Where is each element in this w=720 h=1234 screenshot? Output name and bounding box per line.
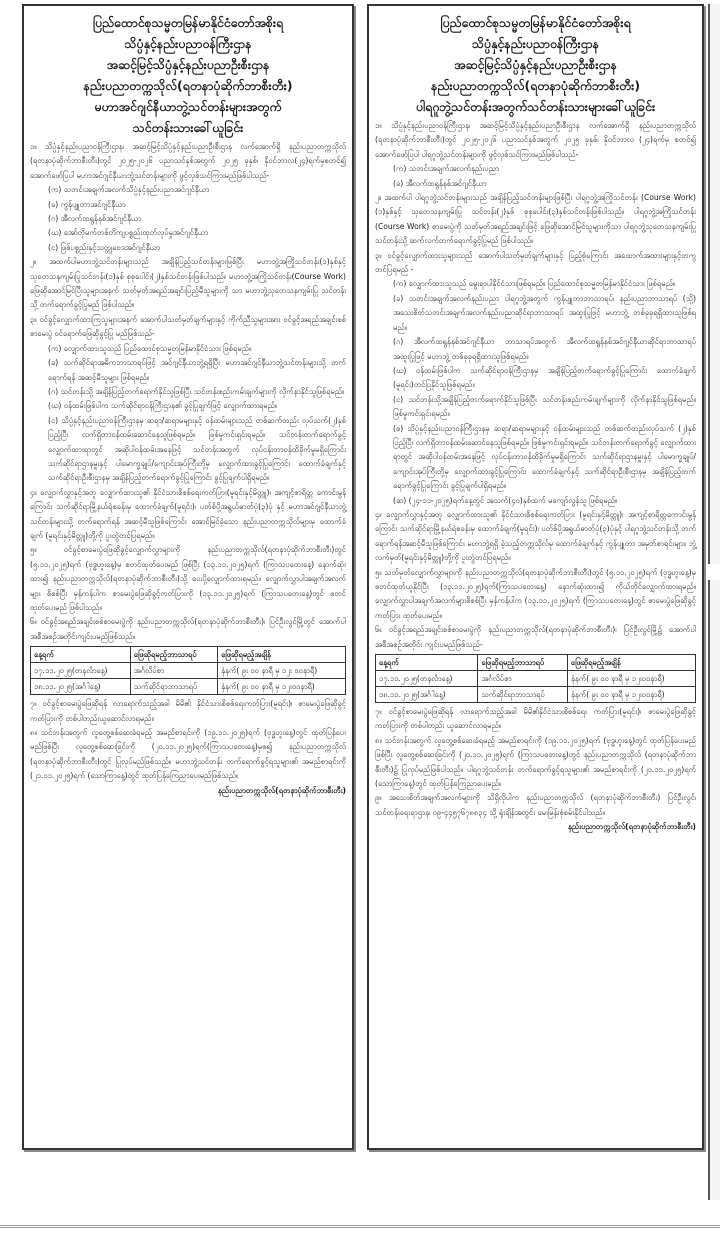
condition-item: (ဃ) ဝန်ထမ်းဖြစ်ပါက သက်ဆိုင်ရာဝန်ကြီးဌာနမှ အချိန်ပြည့်တက်ရောက်ခွင့်ပြုကြောင်း ထောက်ခံချက် (မူရင်း)တင်ပြနိုင်သူဖြစ်ရမည်။ [393,365,696,390]
table-row [31,663,346,679]
condition-item: (ဂ) သင်တန်းသို့ အချိန်ပြည့်တက်ရောက်နိုင်သူဖြစ်ပြီး သင်တန်းစည်းကမ်းချက်များကို လိုက်နာနိုင်သူဖြစ်ရမည်။ [48,386,345,396]
paragraph-8: ၈။ သင်တန်းအတွက် လူတွေ့စစ်ဆေးခံရမည့် အမည်စာရင်းကို (၁၉.၁၁.၂၀၂၅)ရက် (ဗုဒ္ဓဟူးနေ့)တွင် ထုတ်ပြန်ပေးမည်ဖြစ်ပြီး လူတွေ့စစ်ဆေးခြင်းကို (၂၀.၁၁.၂၀၂၅)ရက်(ကြာသပတေးနေ့)မှစ၍ နည်းပညာတက္ကသိုလ် (ရတနာပုံဆိုက်ဘာစီးတီး)တွင် ပြုလုပ်မည်ဖြစ်သည်။ မဟာဘွဲ့သင်တန်း တက်ရောက်ခွင့်ရသူများ၏ အမည်စာရင်းကို (၂၁.၁၁.၂၀၂၅)ရက် (သောကြာနေ့)တွင် ထုတ်ပြန်ကြေညာပေးမည်ဖြစ်သည်။ [30,728,346,781]
exam-schedule-table [30,646,346,695]
header-line: အဆင့်မြင့်သိပ္ပံနှင့်နည်းပညာဦးစီးဌာန [454,57,617,72]
adjacent-column-edge [708,4,720,564]
header-line: ပြည်ထောင်စုသမ္မတမြန်မာနိုင်ငံတော်အစိုးရ [92,15,284,30]
column-header-time: ဖြေဆိုရမည့်အချိန် [567,655,695,671]
column-header-time: ဖြေဆိုရမည့်အချိန် [218,647,346,663]
cell-date: ၁၈.၁၁.၂၀၂၅(အင်္ဂါနေ့) [376,687,478,703]
paragraph-1: ၁။ သိပ္ပံနှင့်နည်းပညာဝန်ကြီးဌာန၊ အဆင့်မြင့်သိပ္ပံနှင့်နည်းပညာဦးစီးဌာန လက်အောက်ရှိ နည်းပညာတက္ကသိုလ် (ရတနာပုံဆိုက်ဘာစီးတီး)တွင် ၂၀၂၅-၂၀၂၆ ပညာသင်နှစ်အတွက် ၂၀၂၅ ခုနှစ်၊ နိုဝင်ဘာလ (၂၄)ရက်မှ စတင်၍ အောက်ဖော်ပြပါ ပါရဂူဘွဲ့သင်တန်းများကို ဖွင့်လှစ်သင်ကြားမည်ဖြစ်ပါသည်- [375,121,696,159]
column-header-date: နေ့ရက် [31,647,131,663]
table-header-row [31,647,346,663]
program-item: (ဃ) အော်တိုမက်တစ်တိကျပစ္စည်းထုတ်လုပ်မှုအင်ဂျင်နီယာ [48,228,209,238]
condition-item: (င) သိပ္ပံနှင့်နည်းပညာဝန်ကြီးဌာနမှ ဆရာ/ဆရာမများနှင့် ဝန်ထမ်းများသည် တစ်ဆက်တည်း လုပ်သက်(၂)နှစ်ပြည့်ပြီး လက်ရှိတာဝန်ထမ်းဆောင်နေသူဖြစ်ရမည်။ ဖြစ်မှုကင်းရှင်းရမည်။ သင်တန်းတက်ရောက်ခွင့် လျှောက်ထားရာတွင် အဆိုပါဝန်ထမ်းအနေဖြင့် သင်တန်းအတွက် လုပ်ငန်းတာဝန်ထိခိုက်မှုမရှိကြောင်း သက်ဆိုင်ရာဌာနမှူးနှင့် ပါမောက္ခချုပ်/ကျောင်းအုပ်ကြီးတို့မှ လျှောက်ထားခွင့်ပြုကြောင်း ထောက်ခံချက်နှင့် သက်ဆိုင်ရာဦးစီးဌာနမှ အချိန်ပြည့်တက်ရောက်ခွင့်ပြုကြောင်း ခွင့်ပြုချက်ပါရှိရမည်။ [48,415,346,483]
cell-subject: သက်ဆိုင်ရာဘာသာရပ် [130,679,217,695]
cell-time: နံနက်( ၉း ၀၀ နာရီ မှ ၁၂း၀၀နာရီ) [567,687,695,703]
header-line: သိပ္ပံနှင့်နည်းပညာဝန်ကြီးဌာန [471,36,600,51]
header-line: မဟာအင်ဂျင်နီယာဘွဲ့သင်တန်းများအတွက် [94,99,282,114]
paragraph-7: ၇။ ဝင်ခွင့်စာမေးပွဲဖြေဆိုရန် လာရောက်သည့်အခါ မိမိ၏ နိုင်ငံသားစိစစ်ရေးကတ်ပြား(မူရင်း)၊ စာမေးပွဲဖြေဆိုခွင့်ကတ်ပြားကို တစ်ပါတည်းယူဆောင်လာရမည်။ [30,699,346,723]
paragraph-2: ၂။ အထက်ပါမဟာဘွဲ့သင်တန်းများသည် အချိန်ပြည့်သင်တန်းများဖြစ်ပြီး မဟာဘွဲ့အကြိုသင်တန်း(၁)နှစ်နှင့် သုတေသနကျမ်းပြုသင်တန်း(၁)နှစ် စုစုပေါင်း(၂)နှစ်သင်တန်းဖြစ်ပါသည်။ မဟာဘွဲ့အကြိုသင်တန်း(Course Work) ဖြေဆိုအောင်မြင်ပြီးသူများအနက် သတ်မှတ်အရည်အချင်းပြည့်မီသူများကို သာ မဟာဘွဲ့သုတေသနကျမ်းပြု သင်တန်းသို့ တက်ရောက်ခွင့်ပြုမည် ဖြစ်ပါသည်။ [30,257,346,310]
cell-time: နံနက်( ၉း ၀၀ နာရီ မှ ၁၂း ၀၀နာရီ) [218,663,346,679]
masters-notice-panel [22,4,354,1150]
cell-subject: သက်ဆိုင်ရာဘာသာရပ် [478,687,568,703]
notice-header [24,6,352,140]
paragraph-2: ၂။ အထက်ပါ ပါရဂူဘွဲ့သင်တန်းများသည် အချိန်ပြည့်သင်တန်းများဖြစ်ပြီး ပါရဂူဘွဲ့အကြိုသင်တန်း (Course Work) (၁)နှစ်နှင့် သုတေသနကျမ်းပြု သင်တန်း(၂)နှစ် စုစုပေါင်း(၃)နှစ်သင်တန်းဖြစ်ပါသည်။ ပါရဂူဘွဲ့အကြိုသင်တန်း (Course Work) စာမေးပွဲကို သတ်မှတ်အရည်အချင်းဖြင့် ဖြေဆိုအောင်မြင်သူများကိုသာ ပါရဂူဘွဲ့သုတေသနကျမ်းပြု သင်တန်းသို့ ဆက်လက်တက်ရောက်ခွင့်ပြုမည် ဖြစ်ပါသည်။ [375,193,696,246]
header-line: ပါရဂူဘွဲ့သင်တန်းအတွက်သင်တန်းသားများခေါ်ယူခြင်း [415,99,656,114]
cell-subject: အင်္ဂလိပ်စာ [130,663,217,679]
header-line: ပြည်ထောင်စုသမ္မတမြန်မာနိုင်ငံတော်အစိုးရ [440,15,631,30]
paragraph-9: ၉။ အသေးစိတ်အချက်အလက်များကို သိရှိလိုပါက နည်းပညာတက္ကသိုလ် (ရတနာပုံဆိုက်ဘာစီးတီး) ပြင်ဦးလွင်၊ သင်တန်းရေးရာဌာန၊ ၀၉-၄၄၅၇၆၇၈၈၃၄ သို့ ရုံးချိန်အတွင်း မေးမြန်းစုံစမ်းနိုင်ပါသည်။ [375,793,696,817]
header-line: သင်တန်းသားခေါ်ယူခြင်း [132,120,244,135]
program-item: (က) သတင်းအချက်အလက်သိပ္ပံနှင့်နည်းပညာအင်ဂျင်နီယာ [48,185,210,195]
program-item: (င) ဖြစ်ပစ္စည်းနှင့်သတ္တုဗေဒအင်ဂျင်နီယာ [48,242,161,252]
cell-time: နံနက်( ၉း ၀၀ နာရီ မှ ၁၂း၀၀နာရီ) [567,671,695,687]
header-line: နည်းပညာတက္ကသိုလ်(ရတနာပုံဆိုက်ဘာစီးတီး) [83,78,293,93]
cell-subject: အင်္ဂလိပ်စာ [478,671,568,687]
condition-item: (ခ) သတင်းအချက်အလက်နည်းပညာ ပါရဂူဘွဲ့အတွက် ကွန်ပျူတာဘာသာရပ်၊ နည်းပညာဘာသာရပ် (သို့) အသေးစိတ်သတင်းအချက်အလက်နည်းပညာဆိုင်ရာဘာသာရပ် အထူးပြုဖြင့် မဟာဘွဲ့ တစ်ခုခုရရှိထားသူဖြစ်ရမည်။ [393,293,696,332]
condition-item: (က) လျှောက်ထားသူသည် ပြည်ထောင်စုသမ္မတမြန်မာနိုင်ငံသား ဖြစ်ရမည်။ [48,343,252,353]
cell-date: ၁၇.၁၁.၂၀၂၅(တနင်္လာနေ့) [31,663,131,679]
header-line: သိပ္ပံနှင့်နည်းပညာဝန်ကြီးဌာန [124,36,252,51]
signature: နည်းပညာတက္ကသိုလ်(ရတနာပုံဆိုက်ဘာစီးတီး) [217,785,346,795]
condition-item: (ဂ) အီလက်ထရွန်နစ်အင်ဂျင်နီယာ ဘာသာရပ်အတွက် အီလက်ထရွန်နစ်အင်ဂျင်နီယာဆိုင်ရာဘာသာရပ် အထူးပြုဖြင့် မဟာဘွဲ့ တစ်ခုခုရရှိထားသူဖြစ်ရမည်။ [393,337,696,361]
paragraph-4: ၄။ လျှောက်လွှာနှင့်အတူ လျှောက်ထားသူ၏ နိုင်ငံသားစိစစ်ရေးကတ်ပြား (မူရင်းနှင့်မိတ္တူ)၊ အကျင့်စာရိတ္တကောင်းမွန် ကြောင်း သက်ဆိုင်ရာမြို့နယ်ရဲစခန်းမှ ထောက်ခံချက်(မူရင်း)၊ ပတ်စ်ပို့အရွယ်ဓာတ်ပုံ(၃)ပုံနှင့် ပါရဂူဘွဲ့သင်တန်းသို့ တက်ရောက်ရန်အဆင့်မီသူဖြစ်ကြောင်း မဟာဘွဲ့ရရှိ ခဲ့သည့်တက္ကသိုလ်မှ ထောက်ခံချက်နှင့် ကွန်ပျူတာ အမှတ်စာရင်းများ၊ ဘွဲ့လက်မှတ်(မူရင်းနှင့်မိတ္တူ)တို့ကို ပူးတွဲတင်ပြရမည်။ [375,509,696,563]
signature: နည်းပညာတက္ကသိုလ်(ရတနာပုံဆိုက်ဘာစီးတီး) [567,822,696,832]
header-line: အဆင့်မြင့်သိပ္ပံနှင့်နည်းပညာဦးစီးဌာန [106,57,270,72]
condition-item: (စ) သိပ္ပံနှင့်နည်းပညာဝန်ကြီးဌာနမှ ဆရာ/ဆရာမများနှင့် ဝန်ထမ်းများသည် တစ်ဆက်တည်းလုပ်သက် (၂)နှစ် ပြည့်ပြီး လက်ရှိတာဝန်ထမ်းဆောင်နေသူဖြစ်ရမည်။ ဖြစ်မှုကင်းရှင်းရမည်။ သင်တန်းတက်ရောက်ခွင့် လျှောက်ထားရာတွင် အဆိုပါဝန်ထမ်းအနေဖြင့် လုပ်ငန်းတာဝန်ထိခိုက်မှုမရှိကြောင်း သက်ဆိုင်ရာဌာနမှူးနှင့် ပါမောက္ခချုပ်/ကျောင်းအုပ်ကြီးတို့မှ လျှောက်ထားခွင့်ပြုကြောင်း ထောက်ခံချက်နှင့် သက်ဆိုင်ရာဦးစီးဌာနမှ အချိန်ပြည့်တက်ရောက်ခွင့်ပြုကြောင်း ခွင့်ပြုချက်ပါရှိရမည်။ [393,423,696,491]
paragraph-6: ၆။ ဝင်ခွင့်အရည်အချင်းစစ်စာမေးပွဲကို နည်းပညာတက္ကသိုလ်(ရတနာပုံဆိုက်ဘာစီးတီး)၊ ပြင်ဦးလွင်မြို့၌ အောက်ပါအစီအစဉ်အတိုင်း ကျင်းပမည်ဖြစ်သည်- [375,625,696,649]
program-item: (က) သတင်းအချက်အလက်နည်းပညာ [393,164,500,174]
program-item: (ခ) အီလက်ထရွန်နစ်အင်ဂျင်နီယာ [393,178,487,188]
program-item: (ခ) ကွန်ပျူတာအင်ဂျင်နီယာ [48,199,126,209]
column-header-date: နေ့ရက် [376,655,478,671]
cell-time: နံနက်( ၉း ၀၀ နာရီ မှ ၁၂း၀၀နာရီ) [218,679,346,695]
condition-item: (က) လျှောက်ထားသူသည် မွေးရာပါနိုင်ငံသားဖြစ်ရမည်။ ပြည်ထောင်စုသမ္မတမြန်မာနိုင်ငံသား ဖြစ်ရမည်။ [393,279,676,289]
notice-body [369,119,702,835]
table-row [31,679,346,695]
paragraph-8: ၈။ သင်တန်းအတွက် လူတွေ့စစ်ဆေးခံရမည့် အမည်စာရင်းကို (၁၉.၁၁.၂၀၂၅)ရက် (ဗုဒ္ဓဟူးနေ့)တွင် ထုတ်ပြန်ပေးမည်ဖြစ်ပြီး လူတွေ့စစ်ဆေးခြင်းကို (၂၀.၁၁.၂၀၂၅)ရက် (ကြာသပတေးနေ့)တွင် နည်းပညာတက္ကသိုလ် (ရတနာပုံဆိုက်ဘာစီးတီး)၌ ပြုလုပ်မည်ဖြစ်ပါသည်။ ပါရဂူဘွဲ့သင်တန်း တက်ရောက်ခွင့်ရသူများ၏ အမည်စာရင်းကို (၂၁.၁၁.၂၀၂၅)ရက် (သောကြာနေ့)တွင် ထုတ်ပြန်ကြေညာပေးမည်။ [375,735,696,789]
paragraph-3: ၃။ ဝင်ခွင့်လျှောက်ထားကြသူများအနက် အောက်ပါသတ်မှတ်ချက်များနှင့် ကိုက်ညီသူများအား ဝင်ခွင့်အရည်အချင်းစစ် စာမေးပွဲ ဝင်ရောက်ဖြေဆိုခွင့်ပြု မည်ဖြစ်သည်- [30,314,346,339]
exam-schedule-table [375,654,696,703]
cell-date: ၁၇.၁၁.၂၀၂၅(တနင်္လာနေ့) [376,671,478,687]
paragraph-5: ၅။ သတ်မှတ်လျှောက်လွှာများကို နည်းပညာတက္ကသိုလ်(ရတနာပုံဆိုက်ဘာစီးတီး)တွင် (၅.၁၁.၂၀၂၅)ရက် (ဗုဒ္ဓဟူးနေ့)မှ စတင်ထုတ်ယူနိုင်ပြီး (၁၃.၁၁.၂၀၂၅)ရက်(ကြာသပတေးနေ့) နောက်ဆုံးထား၍ ကိုယ်တိုင်လျှောက်ထားရမည်။ လျှောက်လွှာပါအချက်အလက်များစိစစ်ပြီး မှန်ကန်ပါက (၁၃.၁၁.၂၀၂၅)ရက် (ကြာသပတေးနေ့)တွင် စာမေးပွဲဖြေဆိုခွင့်ကတ်ပြား ထုတ်ပေးမည်။ [375,567,696,620]
cell-date: ၁၈.၁၁.၂၀၂၅(အင်္ဂါနေ့) [31,679,131,695]
condition-item: (ခ) သက်ဆိုင်ရာအဓိကဘာသာရပ်ဖြင့် အင်ဂျင်နီယာဘွဲ့ရရှိပြီး မဟာအင်ဂျင်နီယာဘွဲ့သင်တန်းများသို့ တက်ရောက်ရန် အဆင့်မီသူများ ဖြစ်ရမည်။ [48,358,346,382]
paragraph-4: ၄။ လျှောက်လွှာနှင့်အတူ လျှောက်ထားသူ၏ နိုင်ငံသားစိစစ်ရေးကတ်ပြား(မူရင်းနှင့်မိတ္တူ)၊ အကျင့်စာရိတ္တ ကောင်းမွန်ကြောင်း သက်ဆိုင်ရာမြို့နယ်ရဲစခန်းမှ ထောက်ခံချက်(မူရင်း)၊ ပတ်စ်ပို့အရွယ်ဓာတ်ပုံ(၃)ပုံ နှင့် မဟာအင်ဂျင်နီယာဘွဲ့သင်တန်းများသို့ တက်ရောက်ရန် အဆင့်မီသူဖြစ်ကြောင်း အောင်မြင်ခဲ့သော နည်းပညာတက္ကသိုလ်များမှ ထောက်ခံချက် (မူရင်းနှင့်မိတ္တူ)တို့ကို ပူးတွဲတင်ပြရမည်။ [30,487,346,540]
program-item: (ဂ) အီလက်ထရွန်နစ်အင်ဂျင်နီယာ [48,214,142,224]
table-row [376,687,696,703]
notice-body [24,140,352,798]
paragraph-1: ၁။ သိပ္ပံနှင့်နည်းပညာဝန်ကြီးဌာန၊ အဆင့်မြင့်သိပ္ပံနှင့်နည်းပညာဦးစီးဌာန လက်အောက်ရှိ နည်းပညာတက္ကသိုလ် (ရတနာပုံဆိုက်ဘာစီးတီး)တွင် ၂၀၂၅-၂၀၂၆ ပညာသင်နှစ်အတွက် ၂၀၂၅ ခုနှစ်၊ နိုဝင်ဘာလ(၂၄)ရက်မှစတင်၍ အောက်ဖော်ပြပါ မဟာအင်ဂျင်နီယာဘွဲ့သင်တန်းများကို ဖွင့်လှစ်သင်ကြားမည်ဖြစ်ပါသည်- [30,142,346,180]
condition-item: (ဃ) ဝန်ထမ်းဖြစ်ပါက သက်ဆိုင်ရာဝန်ကြီးဌာန၏ ခွင့်ပြုချက်ဖြင့် လျှောက်ထားရမည်။ [48,401,278,411]
paragraph-7: ၇။ ဝင်ခွင့်စာမေးပွဲဖြေဆိုရန် လာရောက်သည့်အခါ မိမိ၏နိုင်ငံသားစိစစ်ရေး ကတ်ပြား(မူရင်း)၊ စာမေးပွဲဖြေဆိုခွင့်ကတ်ပြားကို တစ်ပါတည်း ယူဆောင်လာရမည်။ [375,707,696,731]
adjacent-column-edge [708,580,720,1200]
condition-item: (ဆ) (၂၄-၁၁-၂၀၂၅)ရက်နေ့တွင် အသက်(၄၀)နှစ်ထက် မကျော်လွန်သူ ဖြစ်ရမည်။ [393,495,618,505]
paragraph-6: ၆။ ဝင်ခွင့်အရည်အချင်းစစ်စာမေးပွဲကို နည်းပညာတက္ကသိုလ်(ရတနာပုံဆိုက်ဘာစီးတီး)၊ ပြင်ဦးလွင်မြို့တွင် အောက်ပါအစီအစဉ်အတိုင်းကျင်းပမည်ဖြစ်သည်။ [30,617,346,641]
condition-item: (င) သင်တန်းသို့အချိန်ပြည့်တက်ရောက်နိုင်သူဖြစ်ပြီး သင်တန်းစည်းကမ်းချက်များကို လိုက်နာနိုင်သူဖြစ်ရမည်။ ဖြစ်မှုကင်းရှင်းရမည်။ [393,394,696,419]
page-bottom-rule [0,1225,720,1228]
table-header-row [376,655,696,671]
column-header-subject: ဖြေဆိုရမည့်ဘာသာရပ် [478,655,568,671]
phd-notice-panel [367,4,704,1150]
notice-header [369,6,702,119]
table-row [376,671,696,687]
paragraph-3: ၃။ ဝင်ခွင့်လျှောက်ထားသူများသည် အောက်ပါသတ်မှတ်ချက်များနှင့် ပြည့်စုံကြောင်း အထောက်အထားများနှင့်တကွ တင်ပြရမည် - [375,250,696,275]
column-header-subject: ဖြေဆိုရမည့်ဘာသာရပ် [130,647,217,663]
header-line: နည်းပညာတက္ကသိုလ်(ရတနာပုံဆိုက်ဘာစီးတီး) [431,78,640,93]
paragraph-5: ၅။ ဝင်ခွင့်စာမေးပွဲဖြေဆိုခွင့်လျှောက်လွှာများကို နည်းပညာတက္ကသိုလ်(ရတနာပုံဆိုက်ဘာစီးတီး)တွင် (၅.၁၁.၂၀၂၅)ရက် (ဗုဒ္ဓဟူးနေ့)မှ စတင်ထုတ်ပေးမည် ဖြစ်ပြီး (၁၃.၁၁.၂၀၂၅)ရက် (ကြာသပတေးနေ့) နောက်ဆုံးထား၍ နည်းပညာတက္ကသိုလ်(ရတနာပုံဆိုက်ဘာစီးတီး)သို့ ပေးပို့လျှောက်ထားရမည်။ လျှောက်လွှာပါအချက်အလက်များ စိစစ်ပြီး မှန်ကန်ပါက စာမေးပွဲဖြေဆိုခွင့်ကတ်ပြားကို (၁၃.၁၁.၂၀၂၅)ရက် (ကြာသပတေးနေ့)တွင် စတင်ထုတ်ပေးမည် ဖြစ်ပါသည်။ [30,545,346,612]
